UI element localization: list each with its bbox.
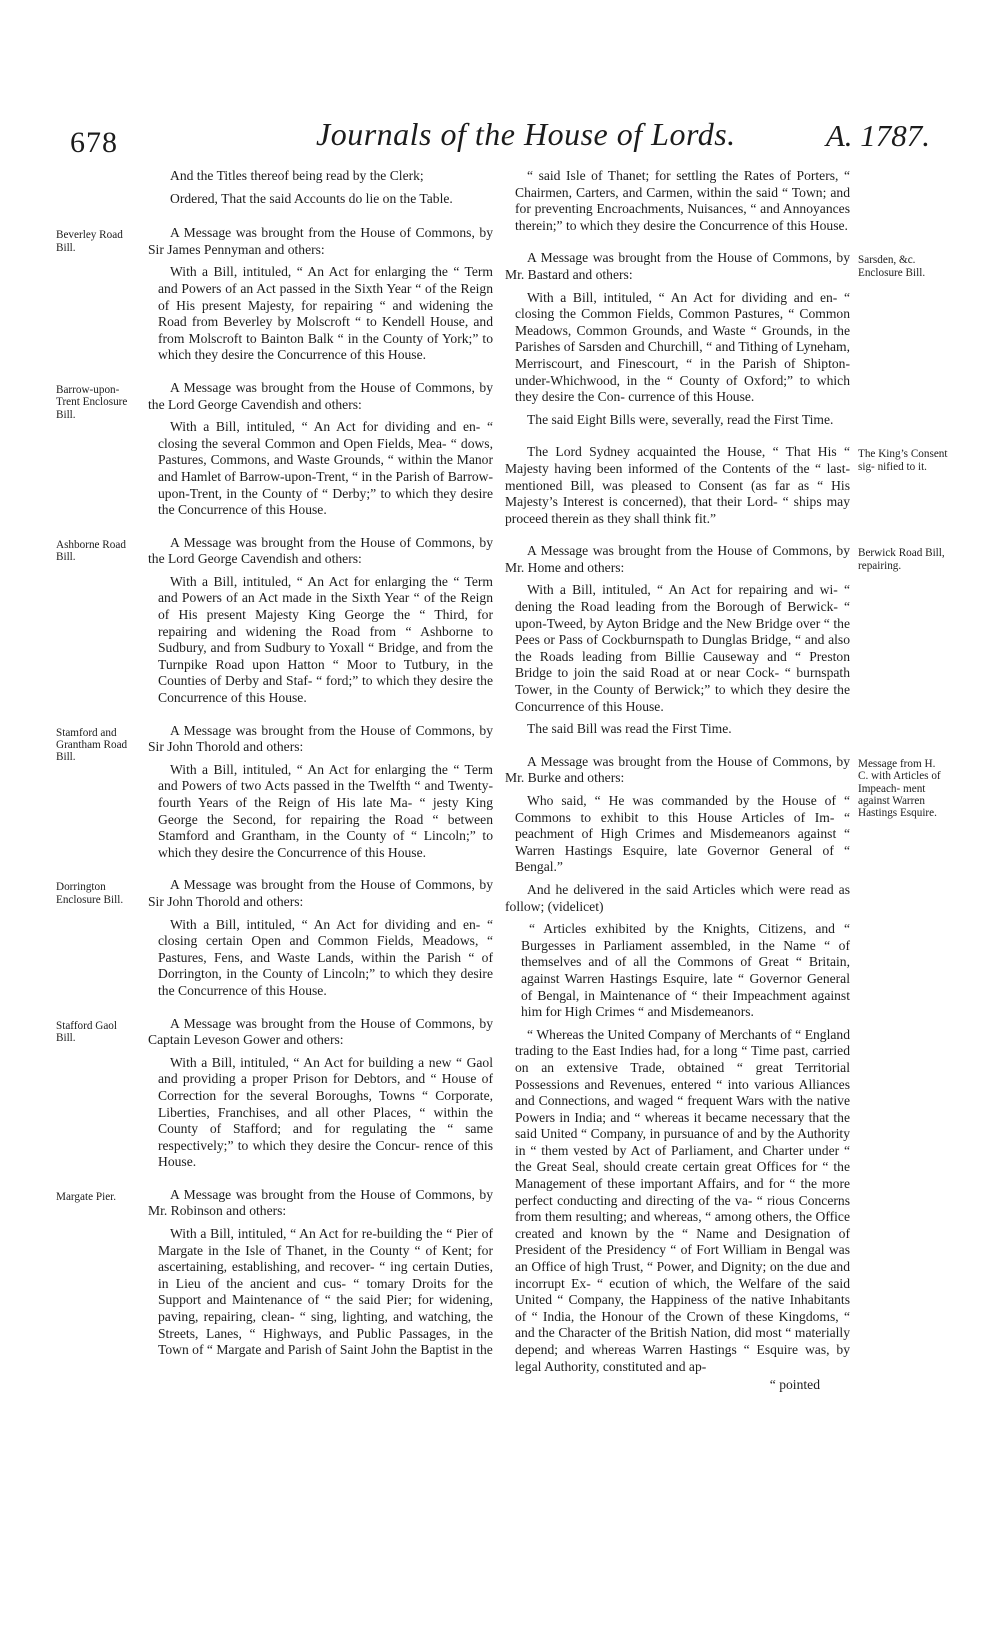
bill-text: With a Bill, intituled, “ An Act for repairing and wi- “ dening the Road leading from the Borough of Berwick- “ upon-Tweed, by Ayton Bridge and the New Bridge over “ the Pees or Pass of Cockburnspath to Dunglas Bridge, “ and also the Roads leading from Billie Causeway and “ Preston Bridge to join the said Road at or near Cock- “ burnspath Tower, in the County of Berwick;” to which they desire the Concurrence of this House. bbox=[515, 582, 850, 714]
entry-kings-consent bbox=[505, 444, 948, 527]
message-text: A Message was brought from the House of Commons, by Mr. Burke and others: bbox=[505, 753, 850, 786]
margin-note: The King’s Consent sig- nified to it. bbox=[858, 448, 948, 473]
bill-text: With a Bill, intituled, “ An Act for dividing and en- “ closing the Common Fields, Common Pastures, “ Common Meadows, Common Grounds, and Waste “ Grounds, in the Parishes of Sarsden and Churchill, “ and Tithing of Lyneham, Merriscourt, and Finescourt, “ in the Parish of Shipton-under-Whichwood, in the “ County of Oxford;” to which they desire the Con- currence of this House. bbox=[515, 289, 850, 405]
margin-note: Beverley Road Bill. bbox=[56, 229, 123, 254]
message-text: A Message was brought from the House of Commons, by Sir John Thorold and others: bbox=[148, 877, 493, 909]
entry-berwick-road-bill bbox=[505, 543, 945, 738]
bill-text: With a Bill, intituled, “ An Act for dividing and en- “ closing certain Open and Common Fields, Meadows, “ Pastures, Fens, and Waste Lands, within the Parish “ of Dorrington, in the County of Lincoln;” to which they desire the Concurrence of this House. bbox=[158, 916, 493, 998]
message-text: A Message was brought from the House of Commons, by Sir John Thorold and others: bbox=[148, 722, 493, 755]
entry-barrow-enclosure-bill bbox=[56, 379, 493, 519]
bill-text: With a Bill, intituled, “ An Act for dividing and en- “ closing the several Common and Open Fields, Mea- “ dows, Pastures, Commons, and Waste Grounds, “ within the Manor and Hamlet of Barrow-upon-Trent, “ in the Parish of Barrow-upon-Trent, in the County of “ Derby;” to which they desire the Concurrence of this House. bbox=[158, 419, 493, 518]
entry-stamford-road-bill bbox=[56, 722, 493, 862]
delivered-line: And he delivered in the said Articles which were read as follow; (videlicet) bbox=[505, 881, 850, 914]
entry-impeachment-message bbox=[505, 753, 941, 1394]
margin-note: Sarsden, &c. Enclosure Bill. bbox=[858, 254, 926, 279]
burke-statement: Who said, “ He was commanded by the House of “ Commons to exhibit to this House Articles of Im- “ peachment of High Crimes and Misdemeanors against “ Warren Hastings Esquire, late Governor General of “ Bengal.” bbox=[515, 793, 850, 875]
message-text: A Message was brought from the House of Commons, by Sir James Pennyman and others: bbox=[148, 225, 493, 257]
bill-text: With a Bill, intituled, “ An Act for enlarging the “ Term and Powers of an Act made in the Sixth Year “ of the Reign of His present Majesty King George the “ Third, for repairing and widening the Road from “ Ashborne to Sudbury, and from Sudbury to Yoxall “ Bridge, and from the Turnpike Road upon Hatton “ Moor to Tutbury, in the Counties of Derby and Staf- “ ford;” to which they desire the Concurrence of this House. bbox=[158, 573, 493, 706]
message-text: A Message was brought from the House of Commons, by Mr. Bastard and others: bbox=[505, 250, 850, 282]
margin-note: Berwick Road Bill, repairing. bbox=[858, 547, 945, 572]
page-number: 678 bbox=[70, 126, 118, 159]
catchword: “ pointed bbox=[769, 1377, 820, 1393]
page-header bbox=[70, 116, 930, 160]
entry-sarsden-enclosure-bill bbox=[505, 250, 926, 428]
margin-note: Ashborne Road Bill. bbox=[56, 538, 126, 564]
margate-bill-continuation: “ said Isle of Thanet; for settling the Rates of Porters, “ Chairmen, Carters, and Carmen, within the said “ Town; and for preventing Encroachments, Nuisances, “ and Annoyances therein;” to which they desire the Concurrence of this House. bbox=[515, 168, 850, 233]
margin-note: Barrow-upon-Trent Enclosure Bill. bbox=[56, 383, 128, 421]
left-column bbox=[56, 168, 493, 1375]
running-title: Journals of the House of Lords. bbox=[316, 116, 736, 152]
year-heading: A. 1787. bbox=[825, 118, 930, 153]
entry-margate-pier bbox=[56, 1186, 493, 1359]
message-text: A Message was brought from the House of Commons, by the Lord George Cavendish and others: bbox=[148, 379, 493, 412]
entry-stafford-gaol-bill bbox=[56, 1015, 493, 1171]
bill-text: With a Bill, intituled, “ An Act for enlarging the “ Term and Powers of an Act passed in the Sixth Year “ of the Reign of His present Majesty, for repairing “ and widening the Road from Beverley by Molscroft “ to Kendell House, and from Molscroft to Bainton Balk “ in the County of York;” to which they desire the Concurrence of this House. bbox=[158, 264, 493, 363]
message-text: A Message was brought from the House of Commons, by Mr. Robinson and others: bbox=[148, 1186, 493, 1219]
bill-text: With a Bill, intituled, “ An Act for re-building the “ Pier of Margate in the Isle of Thanet, in the County “ of Kent; for ascertaining, establishing, and recover- “ ing certain Duties, in Lieu of the ancient and cus- “ tomary Droits for the Support and Maintenance of “ the said Pier; for widening, paving, repairing, clean- “ sing, lighting, and watching, the Streets, Lanes, “ Highways, and Public Passages, in the Town of “ Margate and Parish of Saint John the Baptist in the bbox=[158, 1226, 493, 1358]
margin-note: Stafford Gaol Bill. bbox=[56, 1019, 118, 1044]
message-text: A Message was brought from the House of Commons, by Captain Leveson Gower and others: bbox=[148, 1015, 493, 1048]
margin-note: Dorrington Enclosure Bill. bbox=[56, 881, 124, 906]
articles-heading: “ Articles exhibited by the Knights, Citizens, and “ Burgesses in Parliament assembled, in the Name “ of themselves and of all the Commons of Great “ Britain, against Warren Hastings Esquire, late “ Governor General of Bengal, in Maintenance of “ their Impeachment against him for High Crimes “ and Misdemeanors. bbox=[521, 921, 850, 1020]
entry-dorrington-enclosure-bill bbox=[56, 877, 493, 999]
whereas-paragraph: “ Whereas the United Company of Merchants of “ England trading to the East Indies had, for a long “ Time past, carried on an extensive Trade, obtained “ great Territorial Possessions and Revenues, entered “ into various Alliances and Connections, and waged “ frequent Wars with the native Powers in India; and “ whereas it became necessary that the said United “ Company, in pursuance of and by the Authority in “ them vested by Act of Parliament, and Charter under “ the Great Seal, should create certain great Offices for “ the Management of these important Affairs, and for “ the more perfect conducting and directing of the va- “ rious Concerns from them resulting; and whereas, “ among others, the Office created and known by the “ Name and Designation of President of the Presidency “ of Fort William in Bengal was an Office of high Trust, “ Power, and Dignity; on the due and incorrupt Ex- “ ecution of which, the Welfare of the said United “ Company, the Happiness of the native Inhabitants of “ India, the Honour of the Crown of these Kingdoms, “ and the Character of the British Nation, did most “ materially depend; and whereas Warren Hastings “ Esquire was, by legal Authority, constituted and ap- bbox=[515, 1026, 850, 1374]
entry-beverley-road-bill bbox=[56, 225, 493, 364]
bill-text: With a Bill, intituled, “ An Act for enlarging the “ Term and Powers of two Acts passed in the Twelfth “ and Twenty-fourth Years of the Reign of His late Ma- “ jesty King George the Second, for repairing the Road “ between Stamford and Grantham, in the County of “ Lincoln;” to which they desire the Concurrence of this House. bbox=[158, 761, 493, 860]
eight-bills-read: The said Eight Bills were, severally, read the First Time. bbox=[527, 411, 834, 427]
message-text: A Message was brought from the House of Commons, by Mr. Home and others: bbox=[505, 543, 850, 575]
margin-note: Margate Pier. bbox=[56, 1190, 117, 1203]
consent-text: The Lord Sydney acquainted the House, “ That His “ Majesty having been informed of the Contents of the “ last-mentioned Bill, was pleased to Consent (as far as “ His Majesty’s Interest is concerned), that their Lord- “ ships may proceed therein as they shall think fit.” bbox=[505, 444, 850, 526]
ordered-line: Ordered, That the said Accounts do lie on the Table. bbox=[170, 190, 453, 206]
message-text: A Message was brought from the House of Commons, by the Lord George Cavendish and others: bbox=[148, 534, 493, 567]
opening-line: And the Titles thereof being read by the Clerk; bbox=[170, 168, 424, 183]
margin-note: Stamford and Grantham Road Bill. bbox=[56, 726, 128, 764]
bill-text: With a Bill, intituled, “ An Act for building a new “ Gaol and providing a proper Prison for Debtors, and “ House of Correction for the several Boroughs, Towns “ Corporate, Liberties, Franchises, and all other Places, “ within the County of Stafford; and for regulating the “ same respectively;” to which they desire the Concur- rence of this House. bbox=[158, 1054, 493, 1170]
entry-ashborne-road-bill bbox=[56, 534, 493, 707]
margin-note: Message from H. C. with Articles of Impeach- ment against Warren Hastings Esquire. bbox=[858, 757, 941, 820]
bill-read-line: The said Bill was read the First Time. bbox=[527, 721, 732, 737]
right-column bbox=[505, 168, 948, 1410]
